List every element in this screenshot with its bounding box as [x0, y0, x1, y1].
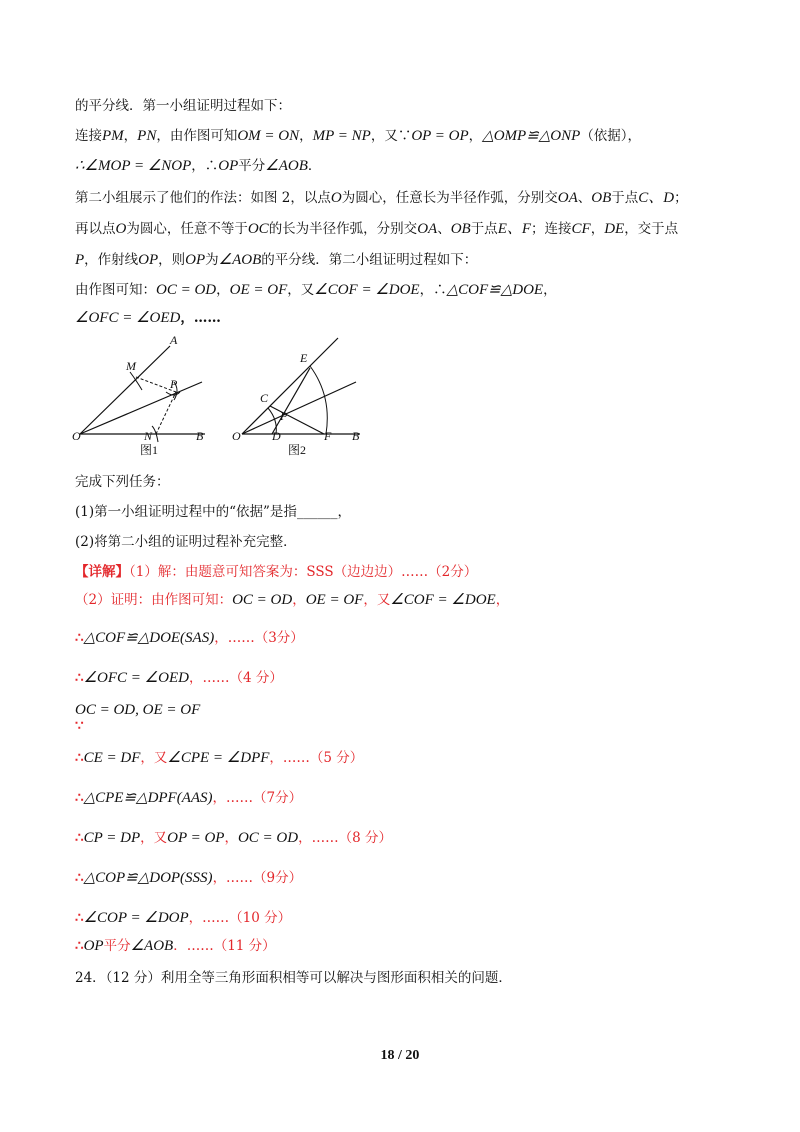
- figure-1-caption: 图1: [140, 443, 159, 457]
- paragraph-line: 连接PM，PN，由作图可知OM = ON，MP = NP，又∵OP = OP，△OMP≌△ONP（依据），: [75, 128, 642, 144]
- label-p: P: [280, 409, 288, 423]
- paragraph-line: 完成下列任务：: [75, 474, 170, 490]
- segment-np: [156, 392, 176, 434]
- paragraph-line: 由作图可知：OC = OD，OE = OF，又∠COF = ∠DOE，∴△COF≌△DOE，: [75, 282, 557, 298]
- proof-step: ∴△COP≌△DOP(SSS)，……（9分）: [75, 870, 303, 886]
- label-d: D: [272, 429, 281, 443]
- arc-ef: [310, 366, 327, 434]
- ray-op: [242, 382, 356, 434]
- proof-step: ∴△CPE≌△DPF(AAS)，……（7分）: [75, 790, 303, 806]
- ray-oa: [80, 346, 170, 434]
- paragraph-line: ∠OFC = ∠OED，……: [75, 310, 221, 326]
- paragraph-line: 第二小组展示了他们的作法：如图 2，以点O为圆心，任意长为半径作弧，分别交OA、OB于点C、D；: [75, 190, 688, 206]
- answer-blank: ______: [296, 504, 338, 520]
- proof-step: OC = OD, OE = OF: [75, 702, 201, 718]
- proof-step: ∴OP平分∠AOB．……（11 分）: [75, 938, 276, 954]
- label-b: B: [196, 429, 204, 443]
- label-m: M: [126, 359, 136, 373]
- ray-op: [80, 382, 202, 434]
- question-1: (1)第一小组证明过程中的“依据”是指______，: [75, 504, 351, 520]
- proof-step: ∴∠OFC = ∠OED，……（4 分）: [75, 670, 283, 686]
- label-n: N: [144, 429, 153, 443]
- proof-step: ∴∠COP = ∠DOP，……（10 分）: [75, 910, 292, 926]
- question-2: (2)将第二小组的证明过程补充完整．: [75, 534, 297, 550]
- label-b: B: [352, 429, 360, 443]
- label-e: E: [300, 351, 308, 365]
- figure-1: [70, 330, 220, 460]
- label-a: A: [170, 333, 178, 347]
- proof-step: ∴CP = DP，又OP = OP，OC = OD，……（8 分）: [75, 830, 392, 846]
- proof-step: ∴△COF≌△DOE(SAS)，……（3分）: [75, 630, 304, 646]
- label-f: F: [324, 429, 332, 443]
- answer-2: （2）证明：由作图可知：OC = OD，OE = OF，又∠COF = ∠DOE，: [75, 592, 510, 608]
- figure-2: [228, 330, 378, 460]
- label-o: O: [72, 429, 81, 443]
- ray-oa: [242, 338, 338, 434]
- paragraph-line: 的平分线．第一小组证明过程如下：: [75, 98, 291, 114]
- answer-1: 【详解】（1）解：由题意可知答案为：SSS（边边边）……（2分）: [75, 564, 478, 580]
- paragraph-line: ∴∠MOP = ∠NOP，∴OP平分∠AOB．: [75, 158, 322, 174]
- label-c: C: [260, 391, 269, 405]
- label-o: O: [232, 429, 241, 443]
- paragraph-line: 再以点O为圆心，任意不等于OC的长为半径作弧，分别交OA、OB于点E、F；连接CF，DE，交于点: [75, 221, 679, 237]
- figure-2-caption: 图2: [288, 443, 307, 457]
- page-number: 18 / 20: [380, 1048, 420, 1063]
- proof-step: ∴CE = DF，又∠CPE = ∠DPF，……（5 分）: [75, 750, 364, 766]
- question-24: 24．（12 分）利用全等三角形面积相等可以解决与图形面积相关的问题．: [75, 970, 512, 986]
- label-p: P: [170, 377, 178, 391]
- paragraph-line: P，作射线OP，则OP为∠AOB的平分线．第二小组证明过程如下：: [75, 252, 478, 268]
- because-symbol: ∵: [75, 718, 84, 734]
